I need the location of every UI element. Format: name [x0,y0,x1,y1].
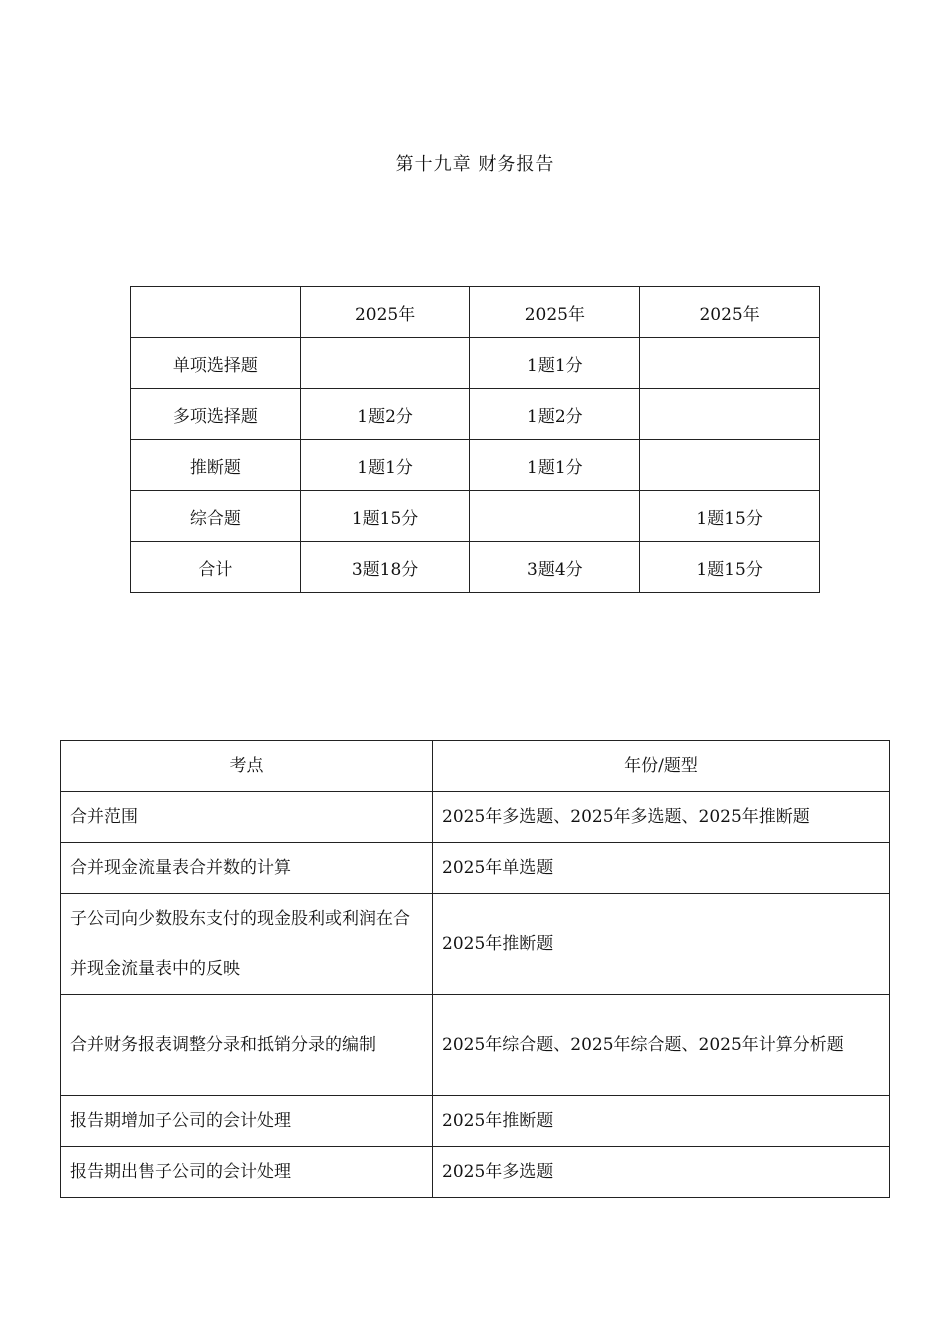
table-cell: 1题15分 [640,542,820,593]
topic-cell: 报告期增加子公司的会计处理 [61,1096,433,1147]
table-cell [640,389,820,440]
year-type-cell: 2025年推断题 [433,1096,890,1147]
topic-year-table [60,740,890,1198]
table-cell: 1题1分 [300,440,470,491]
year-type-text: 2025年综合题、2025年综合题、2025年计算分析题 [442,1035,844,1055]
topic-cell: 合并范围 [61,792,433,843]
table-cell: 1题2分 [470,389,640,440]
table-cell: 3题18分 [300,542,470,593]
table-row [61,1096,890,1147]
table-row [61,843,890,894]
year-type-cell [433,995,890,1096]
table-row [61,894,890,995]
table-header-row [131,287,820,338]
row-label: 多项选择题 [131,389,301,440]
row-label: 单项选择题 [131,338,301,389]
page-title: 第十九章 财务报告 [395,154,555,175]
year-type-cell: 2025年多选题、2025年多选题、2025年推断题 [433,792,890,843]
table-cell: 1题1分 [470,338,640,389]
table-row [61,995,890,1096]
table-cell [640,440,820,491]
row-label: 合计 [131,542,301,593]
table-cell [470,491,640,542]
exam-score-table [130,286,820,593]
topic-text: 子公司向少数股东支付的现金股利或利润在合并现金流量表中的反映 [70,909,410,979]
topic-cell: 报告期出售子公司的会计处理 [61,1147,433,1198]
header-cell: 2025年 [300,287,470,338]
table-cell: 1题15分 [640,491,820,542]
row-label: 推断题 [131,440,301,491]
header-cell: 2025年 [470,287,640,338]
table-row [131,440,820,491]
table-cell [640,338,820,389]
table-cell: 1题2分 [300,389,470,440]
header-cell-year-type: 年份/题型 [433,741,890,792]
row-label: 综合题 [131,491,301,542]
table-total-row [131,542,820,593]
year-type-cell: 2025年多选题 [433,1147,890,1198]
year-type-cell: 2025年推断题 [433,894,890,995]
table-cell: 1题1分 [470,440,640,491]
table-row [131,389,820,440]
year-type-cell: 2025年单选题 [433,843,890,894]
table-row [61,792,890,843]
header-cell: 2025年 [640,287,820,338]
table-row [131,338,820,389]
table-row [131,491,820,542]
topic-cell: 合并财务报表调整分录和抵销分录的编制 [61,995,433,1096]
header-cell-topic: 考点 [61,741,433,792]
table-header-row [61,741,890,792]
table-cell [300,338,470,389]
topic-cell: 合并现金流量表合并数的计算 [61,843,433,894]
table-cell: 1题15分 [300,491,470,542]
header-cell [131,287,301,338]
table-row [61,1147,890,1198]
topic-cell [61,894,433,995]
table-cell: 3题4分 [470,542,640,593]
